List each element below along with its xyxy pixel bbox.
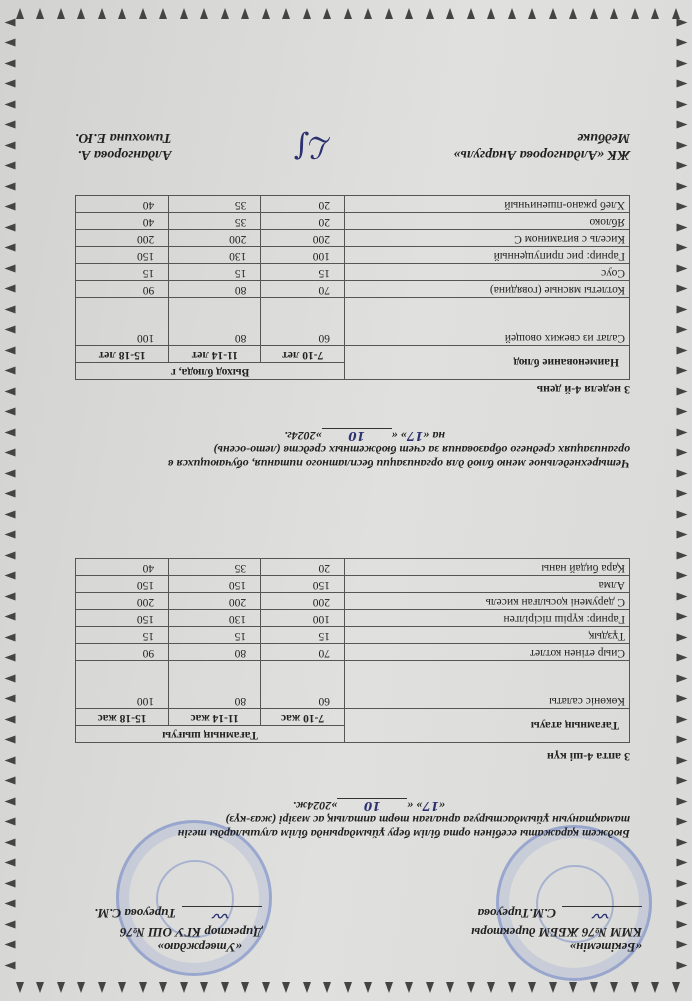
dish-name: Көкөніс салаты [345,661,630,709]
portion-value: 100 [76,298,169,346]
border-mark [570,982,578,993]
border-mark [467,8,475,19]
border-mark [221,982,229,993]
border-mark [262,8,270,19]
border-mark [677,388,688,396]
dish-name: Тұздық [345,627,630,644]
date-month: 10 [337,798,407,813]
table-row [76,661,630,709]
dish-name: С дәрумені қосылған кисель [345,593,630,610]
approval-sign-row [471,906,642,923]
ru-title-line2: организациях среднего образования за счет бюджетных средств (лето-осень) [213,443,630,457]
border-mark [5,552,16,560]
border-mark [426,8,434,19]
approval-label: «Бекітемін» [569,940,642,955]
border-mark [677,572,688,580]
border-mark [5,408,16,416]
border-mark [5,162,16,170]
border-mark [283,8,291,19]
border-mark [98,8,106,19]
border-mark [529,8,537,19]
signatories-block [75,129,172,163]
border-mark [677,19,688,27]
portion-value: 130 [169,247,261,264]
portion-value: 20 [261,559,345,576]
portion-value: 60 [261,298,345,346]
bottom-signatures [75,129,630,163]
col-header-age: 15-18 лет [76,346,169,363]
portion-value: 80 [169,661,261,709]
table-row [76,230,630,247]
border-mark [677,429,688,437]
border-mark [467,982,475,993]
border-mark [677,736,688,744]
portion-value: 40 [76,213,169,230]
border-mark [57,8,65,19]
date-part: » « [407,799,423,813]
col-header-age: 11-14 жас [169,709,261,726]
border-mark [5,941,16,949]
col-header-name: Тағамның атауы [345,709,630,743]
kz-date [178,798,630,813]
border-mark [570,8,578,19]
border-mark [677,142,688,150]
dish-name: Гарнир: рис припущенный [345,247,630,264]
border-mark [5,757,16,765]
border-mark [5,962,16,970]
table-row [76,196,630,213]
portion-value: 15 [76,627,169,644]
border-mark [5,900,16,908]
border-mark [677,757,688,765]
nurse-block [453,129,630,163]
approval-block-ru [94,906,262,955]
portion-value: 100 [261,247,345,264]
portion-value: 40 [76,196,169,213]
border-mark [201,8,209,19]
portion-value: 200 [169,230,261,247]
border-mark [677,470,688,478]
border-mark [590,982,598,993]
portion-value: 35 [169,559,261,576]
border-mark [242,982,250,993]
border-mark [5,429,16,437]
border-mark [5,470,16,478]
portion-value: 35 [169,196,261,213]
approval-block-kz [471,906,642,955]
border-mark [5,203,16,211]
border-mark [180,8,188,19]
border-mark [677,449,688,457]
border-mark [5,347,16,355]
portion-value: 60 [261,661,345,709]
border-mark [160,982,168,993]
border-mark [5,777,16,785]
ru-title [168,428,630,471]
border-mark [344,982,352,993]
signatory-name-1: Алдангорова А. [77,147,172,162]
table-row [76,610,630,627]
border-mark [677,552,688,560]
border-mark [549,8,557,19]
date-part: » « [391,429,407,443]
border-mark [677,183,688,191]
border-mark [447,982,455,993]
border-mark [5,80,16,88]
border-mark [37,982,45,993]
border-mark [78,8,86,19]
border-mark [488,982,496,993]
border-mark [677,531,688,539]
border-mark [283,982,291,993]
approval-label: «Утверждаю» [157,940,242,955]
border-mark [160,8,168,19]
signature-kz: 〰 [562,906,642,923]
approval-sign-row [94,906,262,923]
approval-name: Тиреуова С.М. [94,906,176,921]
border-mark [677,511,688,519]
table-row [76,644,630,661]
date-part: »2024г. [284,429,322,443]
portion-value: 80 [169,644,261,661]
border-mark [5,613,16,621]
portion-value: 150 [76,610,169,627]
approval-name: С.М.Тиреуова [477,906,556,921]
border-mark [652,8,660,19]
border-mark [611,982,619,993]
border-mark [5,121,16,129]
border-mark [57,982,65,993]
table-row [76,627,630,644]
border-mark [677,367,688,375]
col-header-age: 7-10 жас [261,709,345,726]
border-mark [5,531,16,539]
kz-title [178,798,630,841]
border-mark [262,982,270,993]
table-row [76,298,630,346]
border-mark [611,8,619,19]
official-stamp-kz [496,825,652,981]
border-mark [385,982,393,993]
border-mark [677,39,688,47]
border-mark [677,101,688,109]
border-mark [677,285,688,293]
portion-value: 200 [76,593,169,610]
portion-value: 200 [261,593,345,610]
border-mark [677,593,688,601]
dish-name: Алма [345,576,630,593]
border-mark [5,675,16,683]
border-mark [677,244,688,252]
border-mark [677,80,688,88]
border-mark [677,941,688,949]
border-mark [590,8,598,19]
border-mark [119,982,127,993]
border-mark [677,921,688,929]
portion-value: 15 [169,264,261,281]
portion-value: 15 [261,264,345,281]
table-row [76,576,630,593]
border-mark [5,388,16,396]
border-mark [5,736,16,744]
border-mark [119,8,127,19]
table-row [76,281,630,298]
signature-ru: 〰 [182,906,262,923]
border-mark [5,654,16,662]
border-mark [5,285,16,293]
border-mark [5,39,16,47]
ru-title-line1: Четырехнедельное меню блюд для организации бесплатного питания, обучающихся в [168,457,630,471]
border-mark [139,8,147,19]
border-mark [677,654,688,662]
dish-name: Салат из свежих овощей [345,298,630,346]
border-mark [139,982,147,993]
portion-value: 100 [261,610,345,627]
portion-value: 80 [169,281,261,298]
border-mark [324,8,332,19]
border-mark [303,8,311,19]
border-mark [16,982,24,993]
portion-value: 200 [261,230,345,247]
border-mark [5,839,16,847]
border-mark [5,490,16,498]
portion-value: 90 [76,644,169,661]
border-mark [447,8,455,19]
border-mark [426,982,434,993]
portion-value: 15 [169,627,261,644]
border-mark [365,982,373,993]
border-mark [5,921,16,929]
portion-value: 200 [76,230,169,247]
handwritten-signature: ℒ∫ [293,129,332,164]
table-row [76,559,630,576]
nurse-role: Медбике [577,130,630,145]
border-mark [78,982,86,993]
portion-value: 150 [76,576,169,593]
approval-position: Директор КГУ ОШ №76 [119,925,262,940]
date-month: 10 [322,428,392,443]
border-mark [652,982,660,993]
kz-day-label: 3 апта 4-ші күн [546,750,630,764]
border-mark [16,8,24,19]
portion-value: 150 [76,247,169,264]
col-header-age: 15-18 жас [76,709,169,726]
portion-value: 35 [169,213,261,230]
date-part: »2024ж. [292,799,338,813]
border-mark [677,613,688,621]
border-mark [5,511,16,519]
date-day: 17 [406,429,424,443]
border-mark [201,982,209,993]
border-mark [5,859,16,867]
border-mark [631,982,639,993]
table-row [76,213,630,230]
border-mark [677,634,688,642]
dish-name: Гарнир: күріш пісірілген [345,610,630,627]
border-mark [5,634,16,642]
border-mark [549,982,557,993]
border-mark [529,982,537,993]
dish-name: Хлеб ржано-пшеничный [345,196,630,213]
portion-value: 15 [261,627,345,644]
border-mark [508,8,516,19]
portion-value: 40 [76,559,169,576]
border-mark [5,716,16,724]
border-mark [631,8,639,19]
border-mark [5,695,16,703]
border-mark [5,101,16,109]
border-mark [677,408,688,416]
portion-value: 70 [261,281,345,298]
border-mark [677,162,688,170]
border-mark [677,839,688,847]
border-mark [677,962,688,970]
border-mark [677,859,688,867]
border-mark [677,265,688,273]
approval-position: КММ №76 ЖББМ директоры [471,925,642,940]
dish-name: Кисель с витамином С [345,230,630,247]
col-header-group: Выход блюда, г [76,363,345,380]
border-mark [324,982,332,993]
ru-menu-table [75,195,630,380]
border-mark [5,306,16,314]
col-header-age: 11-14 лет [169,346,261,363]
border-mark [677,203,688,211]
border-mark [406,982,414,993]
border-mark [5,798,16,806]
kz-title-line1: Бюджет қаражаты есебінен орта білім беру ұйымдарында білім алушыларды тегін [177,827,630,841]
border-mark [5,224,16,232]
portion-value: 80 [169,298,261,346]
border-mark [5,60,16,68]
col-header-age: 7-10 лет [261,346,345,363]
table-row [76,593,630,610]
border-mark [5,572,16,580]
portion-value: 90 [76,281,169,298]
portion-value: 100 [76,661,169,709]
border-mark [242,8,250,19]
border-mark [5,818,16,826]
border-mark [677,777,688,785]
dish-name: Котлеты мясные (говядина) [345,281,630,298]
border-mark [677,306,688,314]
dish-name: Соус [345,264,630,281]
border-mark [677,224,688,232]
col-header-name: Наименование блюд [345,346,630,380]
portion-value: 70 [261,644,345,661]
border-mark [508,982,516,993]
border-mark [180,982,188,993]
border-mark [385,8,393,19]
signatory-name-2: Тимохина Е.Ю. [75,130,172,145]
border-mark [677,818,688,826]
border-mark [37,8,45,19]
portion-value: 20 [261,213,345,230]
border-mark [344,8,352,19]
nurse-org: ЖК «Алдангорова Анаргуль» [453,147,630,162]
border-mark [677,326,688,334]
portion-value: 20 [261,196,345,213]
ru-date [168,428,630,443]
border-mark [672,982,680,993]
portion-value: 150 [261,576,345,593]
border-mark [365,8,373,19]
table-row [76,247,630,264]
kz-title-line2: тамақтануын ұйымдастыруға арналған төрт апталық ас мәзірі (жаз-күз) [225,813,630,827]
border-mark [677,695,688,703]
border-mark [5,880,16,888]
border-mark [5,326,16,334]
dish-name: Қара бидай наны [345,559,630,576]
border-mark [672,8,680,19]
border-mark [5,367,16,375]
date-part: « [439,799,445,813]
border-mark [5,265,16,273]
border-mark [488,8,496,19]
border-mark [677,880,688,888]
border-mark [5,142,16,150]
date-day: 17 [422,799,439,813]
border-mark [677,347,688,355]
border-mark [406,8,414,19]
dish-name: Сиыр етінен котлет [345,644,630,661]
border-mark [5,593,16,601]
border-mark [98,982,106,993]
portion-value: 200 [169,593,261,610]
kz-menu-table [75,558,630,743]
border-mark [677,716,688,724]
border-mark [677,121,688,129]
date-part: на « [423,429,445,443]
portion-value: 150 [169,576,261,593]
border-mark [677,490,688,498]
border-mark [303,982,311,993]
border-mark [5,244,16,252]
portion-value: 15 [76,264,169,281]
border-mark [5,19,16,27]
border-mark [5,183,16,191]
col-header-group: Тағамның шығуы [76,726,345,743]
border-mark [677,675,688,683]
table-row [76,264,630,281]
portion-value: 130 [169,610,261,627]
ru-day-label: 3 неделя 4-й день [536,383,630,397]
border-mark [5,449,16,457]
border-mark [221,8,229,19]
border-mark [677,60,688,68]
border-mark [677,900,688,908]
dish-name: Яблоко [345,213,630,230]
border-mark [677,798,688,806]
